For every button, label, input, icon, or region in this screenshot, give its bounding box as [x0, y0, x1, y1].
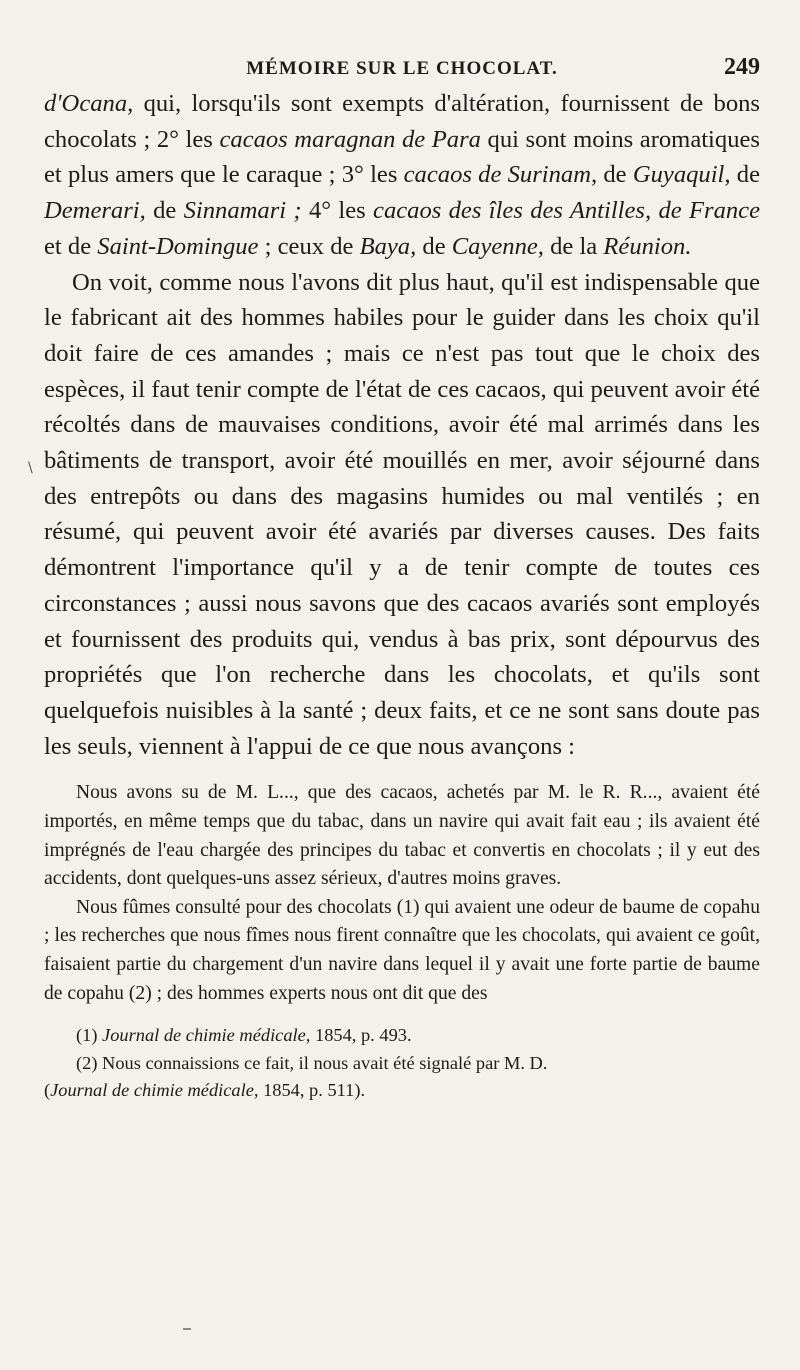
running-head [44, 52, 760, 86]
quoted-block [44, 779, 760, 1008]
text-span: qui sont moins aromatiques et plus amers que le caraque ; 3° les [44, 125, 760, 189]
place-name: Guyaquil, [632, 161, 731, 189]
small-paragraph: Nous fûmes consulté pour des chocolats (1) qui avaient une odeur de baume de copahu ; les recherches que nous fîmes nous firent connaître que les chocolats, qui avaient ce goût, faisaient partie du chargement d'un navire dans lequel il y avait une forte partie de baume de copahu (2) ; des hommes experts nous ont dit que des [44, 896, 760, 1004]
footnotes [44, 1022, 760, 1105]
journal-title: Journal de chimie médicale, [50, 1080, 259, 1101]
cacao-name: cacaos maragnan de Para [219, 125, 481, 153]
paren: ( [44, 1080, 51, 1101]
journal-title: Journal de chimie médicale, [102, 1025, 311, 1046]
pencil-mark: \ [28, 460, 33, 476]
place-name: d'Ocana, [44, 90, 134, 117]
citation: 1854, p. 493. [310, 1025, 412, 1046]
place-name: Cayenne, [451, 232, 544, 260]
footnote-1 [44, 1022, 760, 1050]
footnote-marker: (1) [76, 1025, 103, 1046]
running-title: MÉMOIRE SUR LE CHOCOLAT. [246, 58, 558, 79]
main-text [44, 86, 760, 764]
text-span: de [145, 197, 184, 225]
paragraph: On voit, comme nous l'avons dit plus haut, qu'il est indispensable que le fabricant ait des hommes habiles pour le guider dans les choix qu'il doit faire de ces amandes ; mais ce n'est pas tout que le choix des espèces, il faut tenir compte de l'état de ces cacaos, qui peuvent avoir été récoltés dans de mauvaises conditions, avoir été mal arrimés dans les bâtiments de transport, avoir été mouillés en mer, avoir séjourné dans des entrepôts ou dans des magasins humides ou mal ventilés ; en résumé, qui peuvent avoir été avariés par diverses causes. Des faits démontrent l'importance qu'il y a de tenir compte de toutes ces circonstances ; aussi nous savons que des cacaos avariés sont employés et fournissent des produits qui, vendus à bas prix, sont dépourvus des propriétés que l'on recherche dans les chocolats, et qu'ils sont quelquefois nuisibles à la santé ; deux faits, et ce ne sont sans doute pas les seuls, viennent à l'appui de ce que nous avançons : [44, 268, 760, 760]
footnote-2: (2) Nous connaissions ce fait, il nous avait été signalé par M. D. [76, 1052, 548, 1073]
text-span: de la [543, 232, 604, 260]
paragraph-continued [44, 86, 760, 265]
text-span: de [416, 232, 452, 260]
cacao-name: cacaos des îles des Antilles, de France [373, 197, 761, 225]
text-span: de [597, 161, 633, 189]
place-name: Baya, [359, 232, 417, 260]
cacao-name: cacaos de Surinam, [403, 161, 598, 189]
place-name: Saint-Domingue [97, 232, 259, 260]
text-span: qui, lorsqu'ils sont exempts d'altération, fournissent de bons chocolats ; 2° les [44, 90, 760, 153]
footnote-2-citation [44, 1077, 760, 1105]
bottom-dash [183, 1328, 191, 1330]
place-name: Sinnamari ; [183, 197, 302, 225]
small-paragraph: Nous avons su de M. L..., que des cacaos, achetés par M. le R. R..., avaient été importés, en même temps que du tabac, dans un navire qui avait fait eau ; ils avaient été imprégnés de l'eau chargée des principes du tabac et convertis en chocolats ; il y eut des accidents, dont quelques-uns assez sérieux, d'autres moins graves. [44, 782, 760, 890]
place-name: Réunion. [603, 232, 692, 260]
text-span: ; ceux de [258, 232, 360, 260]
place-name: Demerari, [44, 197, 146, 225]
book-page [44, 52, 760, 1105]
text-span: 4° les [301, 197, 374, 225]
page-number: 249 [724, 54, 760, 80]
text-span: de [730, 161, 760, 189]
citation: 1854, p. 511). [258, 1080, 366, 1101]
text-span: et de [44, 232, 98, 260]
